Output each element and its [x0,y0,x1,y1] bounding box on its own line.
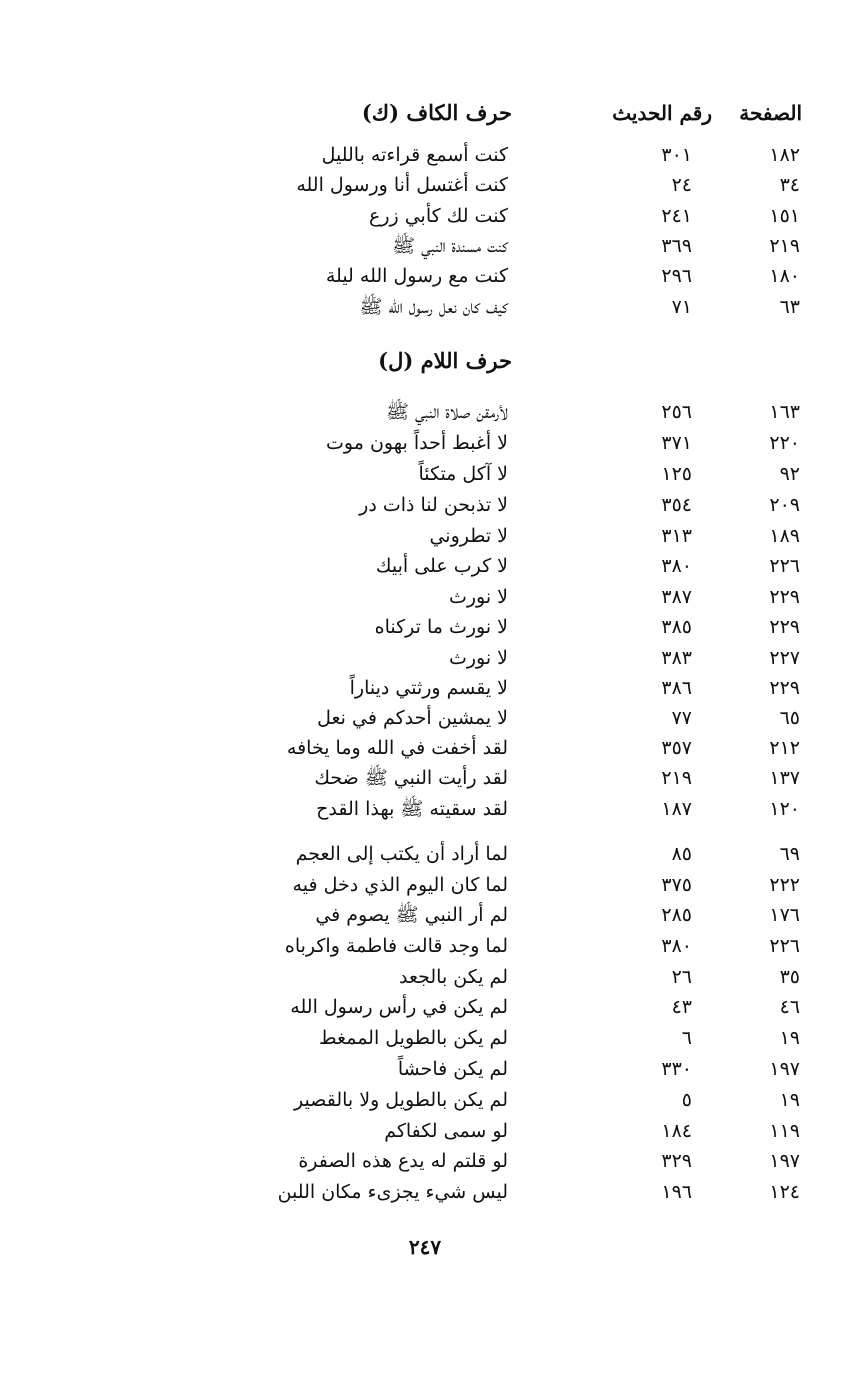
entry-text: لما وجد قالت فاطمة واكرباه [284,935,508,957]
entry-text: لا نورث [448,586,508,608]
hadith-number: ٣٥٧ [661,737,692,759]
index-row [0,1085,850,1115]
index-row [0,931,850,961]
page-reference: ٢١٩ [769,235,800,257]
hadith-number: ٧٧ [671,707,692,729]
page-reference: ١٧٦ [769,904,800,926]
entry-text: لا تطروني [429,525,508,547]
page-reference: ٢٢٠ [769,432,800,454]
page-reference: ٣٤ [779,174,800,196]
page-reference: ١٩٧ [769,1058,800,1080]
page-reference: ١٦٣ [769,401,800,423]
hadith-number: ٢٩٦ [661,265,692,287]
index-row [0,551,850,581]
entry-text: لا آكل متكئاً [418,463,508,485]
entry-text: لا تذبحن لنا ذات در [359,494,508,516]
page-reference: ٩٢ [779,463,800,485]
entry-text: كنت أغتسل أنا ورسول الله [296,174,508,196]
index-row [0,231,850,261]
entry-text: لم أر النبي ﷺ يصوم في [315,904,508,926]
hadith-number: ٣١٣ [661,525,692,547]
index-row [0,292,850,322]
index-row [0,521,850,551]
entry-text: لا نورث ما تركناه [374,616,508,638]
index-row [0,703,850,733]
index-row [0,1054,850,1084]
page-reference: ٤٦ [779,996,800,1018]
index-row [0,962,850,992]
page-reference: ١٣٧ [769,767,800,789]
entry-text: لأرمقن صلاة النبي ﷺ [385,401,508,423]
index-row [0,582,850,612]
hadith-number: ١٢٥ [661,463,692,485]
hadith-number: ٣٨٠ [661,935,692,957]
section-title-lam: حرف اللام (ل) [378,348,512,373]
index-row [0,733,850,763]
index-row [0,992,850,1022]
hadith-number: ٣٧٥ [661,874,692,896]
hadith-number: ٣٨٣ [661,647,692,669]
hadith-number: ٥ [681,1089,692,1111]
entry-text: كنت لك كأبي زرع [368,205,508,227]
entry-text: لا يقسم ورثتي ديناراً [349,677,508,699]
entry-text: كنت أسمع قراءته بالليل [321,144,508,166]
index-row [0,763,850,793]
entry-text: لا كرب على أبيك [375,555,508,577]
hadith-number: ٢٦ [671,966,692,988]
header-row [0,98,850,128]
entry-text: كيف كان نعل رسول الله ﷺ [359,296,508,318]
hadith-number: ٣٥٤ [661,494,692,516]
index-row [0,673,850,703]
hadith-number: ٣٨٠ [661,555,692,577]
index-row [0,459,850,489]
page-reference: ١٩ [779,1089,800,1111]
index-row [0,261,850,291]
entry-text: لقد رأيت النبي ﷺ ضحك [314,767,508,789]
page-reference: ٦٥ [779,707,800,729]
entry-text: لا أغبط أحداً بهون موت [326,432,508,454]
hadith-number: ١٨٧ [661,798,692,820]
page-reference: ١٩٧ [769,1150,800,1172]
entry-text: ليس شيء يجزىء مكان اللبن [277,1181,508,1203]
index-row [0,1177,850,1207]
index-row [0,140,850,170]
index-row [0,612,850,642]
entry-text: لو قلتم له يدع هذه الصفرة [298,1150,508,1172]
hadith-number: ٢٥٦ [661,401,692,423]
index-row [0,1146,850,1176]
page-reference: ٢٢٩ [769,616,800,638]
entry-text: لا يمشين أحدكم في نعل [317,707,508,729]
index-row [0,870,850,900]
page-reference: ٢٢٦ [769,935,800,957]
page-reference: ٣٥ [779,966,800,988]
entry-text: لما أراد أن يكتب إلى العجم [295,843,508,865]
hadith-number: ١٩٦ [661,1181,692,1203]
page-reference: ٢٢٢ [769,874,800,896]
index-row [0,201,850,231]
section-title-kaf: حرف الكاف (ك) [361,100,512,125]
entry-text: لقد سقيته ﷺ بهذا القدح [316,798,508,820]
entry-text: لا نورث [448,647,508,669]
page-reference: ١٨٢ [769,144,800,166]
index-row [0,490,850,520]
index-row [0,643,850,673]
hadith-number: ٣٣٠ [661,1058,692,1080]
page-reference: ٦٣ [779,296,800,318]
page-reference: ٢٢٩ [769,586,800,608]
page-reference: ١٨٠ [769,265,800,287]
entry-text: كنت مع رسول الله ليلة [325,265,508,287]
page-reference: ١٢٠ [769,798,800,820]
hadith-number: ٣٨٥ [661,616,692,638]
index-row [0,1116,850,1146]
page-reference: ١٩ [779,1027,800,1049]
page-reference: ١٨٩ [769,525,800,547]
index-row [0,170,850,200]
page-reference: ١١٩ [769,1120,800,1142]
entry-text: لم يكن فاحشاً [397,1058,508,1080]
entry-text: لقد أخفت في الله وما يخافه [286,737,508,759]
entry-text: لم يكن في رأس رسول الله [290,996,508,1018]
entry-text: لما كان اليوم الذي دخل فيه [292,874,508,896]
hadith-number: ٦ [681,1027,692,1049]
page-reference: ٢٢٩ [769,677,800,699]
entry-text: لو سمى لكفاكم [384,1120,508,1142]
page-reference: ١٢٤ [769,1181,800,1203]
lam-header-row [0,346,850,376]
page-reference: ١٥١ [769,205,800,227]
page-reference: ٢١٢ [769,737,800,759]
page-reference: ٢٢٧ [769,647,800,669]
hadith-number: ٨٥ [671,843,692,865]
index-row [0,428,850,458]
page-reference: ٢٠٩ [769,494,800,516]
hadith-number: ٣٨٦ [661,677,692,699]
hadith-number: ٢١٩ [661,767,692,789]
hadith-number: ١٨٤ [661,1120,692,1142]
index-row [0,900,850,930]
hadith-number: ٣٦٩ [661,235,692,257]
hadith-number: ٣٨٧ [661,586,692,608]
page-reference: ٦٩ [779,843,800,865]
column-header-hadith-number: رقم الحديث [612,101,712,125]
index-row [0,794,850,824]
hadith-number: ٢٨٥ [661,904,692,926]
column-header-page: الصفحة [739,101,802,125]
entry-text: لم يكن بالطويل ولا بالقصير [294,1089,508,1111]
hadith-number: ٢٤ [671,174,692,196]
hadith-number: ٢٤١ [661,205,692,227]
hadith-number: ٣٢٩ [661,1150,692,1172]
hadith-number: ٧١ [671,296,692,318]
hadith-number: ٣٧١ [661,432,692,454]
entry-text: لم يكن بالجعد [398,966,508,988]
index-row [0,1023,850,1053]
entry-text: كنت مسندة النبي ﷺ [392,235,508,257]
index-row [0,839,850,869]
hadith-number: ٤٣ [671,996,692,1018]
hadith-number: ٣٠١ [661,144,692,166]
page-number: ٢٤٧ [408,1235,442,1259]
entry-text: لم يكن بالطويل الممغط [319,1027,508,1049]
index-row [0,397,850,427]
page-reference: ٢٢٦ [769,555,800,577]
